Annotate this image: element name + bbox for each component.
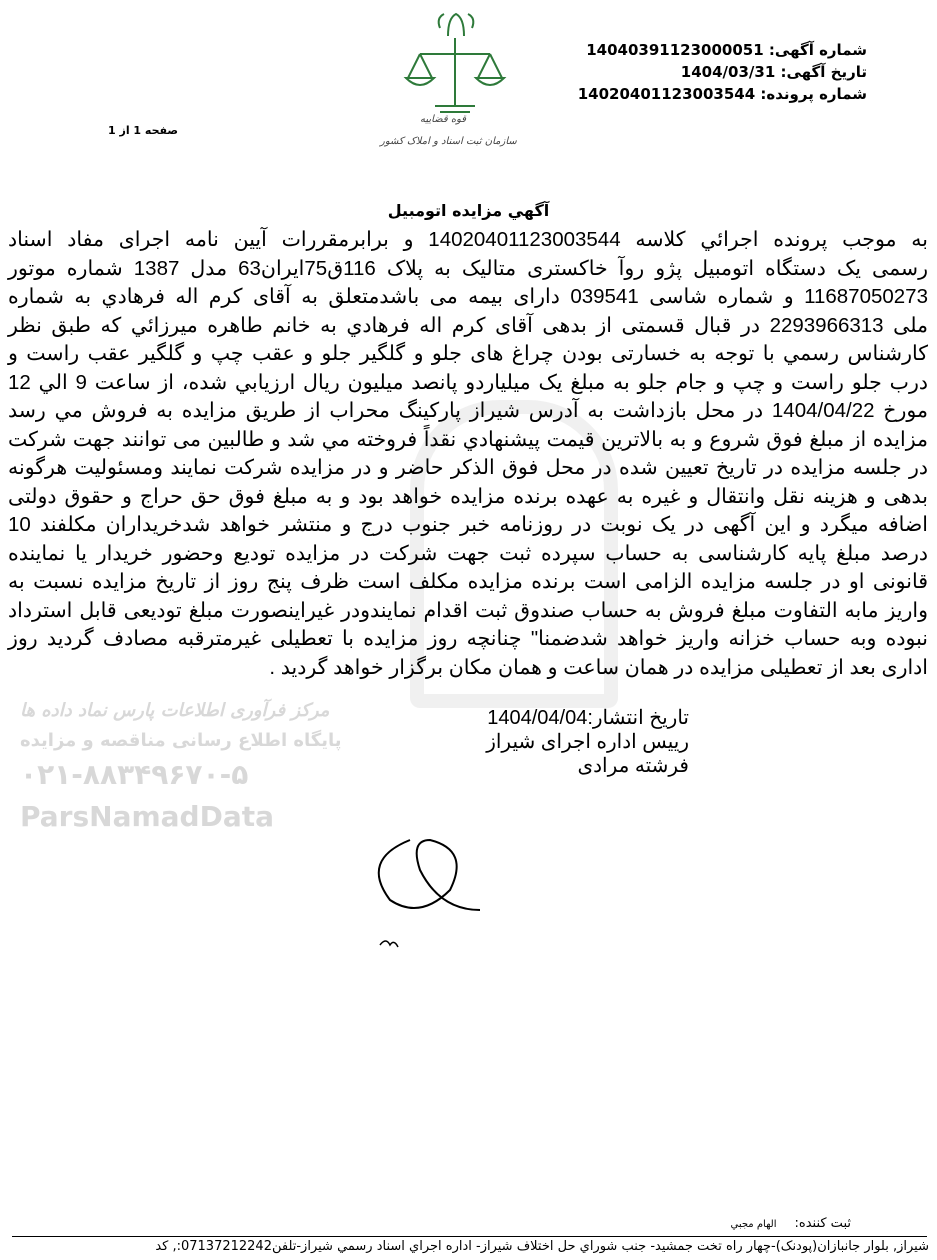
body-line: 11687050273 و شماره شاسی 039541 دارای بیمه می باشدمتعلق به آقای کرم اله فرهادي به شماره (8, 285, 928, 308)
body-line: به موجب پرونده اجرائي كلاسه 14020401123003544 و برابرمقررات آیین نامه اجرای مفاد اسناد (8, 228, 928, 251)
body-line: اداری بعد از تعطیلی مزایده در همان ساعت و همان مکان برگزار خواهد گردید . (269, 655, 928, 679)
body-line: نبوده وبه حساب خزانه واریز خواهد شدضمنا" چنانچه روز مزایده با تعطیلی غیرمترقبه مصادف گردید روز (8, 627, 928, 650)
publish-date-label: تاریخ انتشار: (587, 707, 689, 729)
body-line: مورخ 1404/04/22 در محل بازداشت به آدرس شیراز پارکینگ محراب از طريق مزايده به فروش مي رسد (8, 399, 928, 422)
body-line: ملی 2293966313 در قبال قسمتی از بدهی آقای کرم اله فرهادي به خانم طاهره میرزائي که طبق نظر (8, 313, 928, 337)
judiciary-emblem-logo (380, 6, 530, 156)
file-number-value: 14020401123003544 (577, 85, 756, 103)
body-line: اضافه میگرد و این آگهی در یک نوبت در روزنامه خبر جنوب درج و منتشر خواهد شدخریداران مکلفند 10 (8, 513, 928, 536)
file-number (578, 84, 867, 105)
watermark-line1: مرکز فرآوری اطلاعات پارس نماد داده ها (20, 700, 330, 721)
body-line: مزايده از مبلغ فوق شروع و به بالاترين قيمت پيشنهادي نقداً فروخته مي شد و طالبين می توانند جهت شرکت (8, 427, 928, 451)
footer-address: شيراز, بلوار جانبازان(پودنک)-چهار راه تخت جمشيد- جنب شوراي حل اختلاف شيراز- اداره اجراي اسناد رسمي شيراز-تلفن07137212242:, کد (155, 1239, 929, 1254)
signature-block (486, 706, 689, 778)
watermark-phone: ۰۲۱-۸۸۳۴۹۶۷۰-۵ (20, 758, 249, 791)
notice-body (8, 226, 928, 682)
publish-date-value: 1404/04/04 (487, 707, 588, 729)
signer-name: فرشته مرادی (577, 755, 689, 777)
body-line: در جلسه مزایده در تاریخ تعیین شده در محل فوق الذکر حاضر و در مزایده شرکت نمایند ومسئولیت هرگونه (8, 456, 928, 479)
handwritten-signature (340, 820, 500, 960)
registrar-name: الهام مجبي (730, 1219, 777, 1230)
emblem-text-judiciary: قوه قضاییه (420, 114, 467, 125)
footer-divider (12, 1236, 927, 1237)
scales-of-justice-icon (380, 6, 530, 156)
page-number: صفحه 1 از 1 (108, 124, 179, 137)
body-line: درب جلو راست و چپ و جام جلو به مبلغ یک میلیاردو پانصد میلیون ریال ارزيابي شده، از ساعت 9 الي 12 (8, 370, 929, 394)
body-line: بدهی و هزینه نقل وانتقال و غیره به عهده برنده مزایده خواهد بود و به مبلغ فوق حق حراج و حقوق دولتی (8, 484, 928, 508)
notice-date-value: 1404/03/31 (680, 63, 776, 81)
body-line: واریز مابه التفاوت مبلغ فروش به حساب صندوق ثبت اقدام نمایندودر غیراینصورت مبلغ تودیعی قابل استرداد (8, 598, 928, 622)
registrar-label: ثبت كننده: (794, 1216, 851, 1231)
publish-date (486, 706, 689, 730)
watermark-line2: پایگاه اطلاع رسانی مناقصه و مزایده (20, 730, 342, 751)
notice-date (681, 62, 867, 83)
emblem-text-registry: سازمان ثبت اسناد و املاک کشور (380, 136, 517, 147)
signer-position: رییس اداره اجرای شیراز (486, 731, 689, 753)
body-line: رسمی یک دستگاه اتومبیل پژو روآ خاکستری متالیک به پلاک 116ق75ایران63 مدل 1387 شماره موتور (8, 256, 928, 280)
body-line: درصد مبلغ پایه کارشناسی به حساب سپرده ثبت جهت شرکت در مزایده تودیع وحضور خریدار یا نماینده (8, 541, 928, 565)
notice-title: آگهي مزايده اتومبيل (387, 201, 550, 220)
body-line: قانونی او در جلسه مزایده الزامی است برنده مزایده مکلف است ظرف پنج روز از تاریخ مزایده نسبت به (8, 570, 928, 593)
file-number-label: شماره پرونده: (760, 85, 867, 103)
notice-number (586, 40, 867, 61)
registrar (730, 1216, 851, 1231)
notice-number-label: شماره آگهی: (768, 41, 867, 59)
notice-date-label: تاریخ آگهی: (780, 63, 867, 81)
notice-number-value: 14040391123000051 (586, 41, 764, 59)
watermark-brand: ParsNamadData (20, 800, 274, 833)
body-line: کارشناس رسمي با توجه به خسارتی بودن چراغ های جلو و گلگیر جلو و عقب چپ و گلگیر عقب راست و (8, 342, 928, 365)
